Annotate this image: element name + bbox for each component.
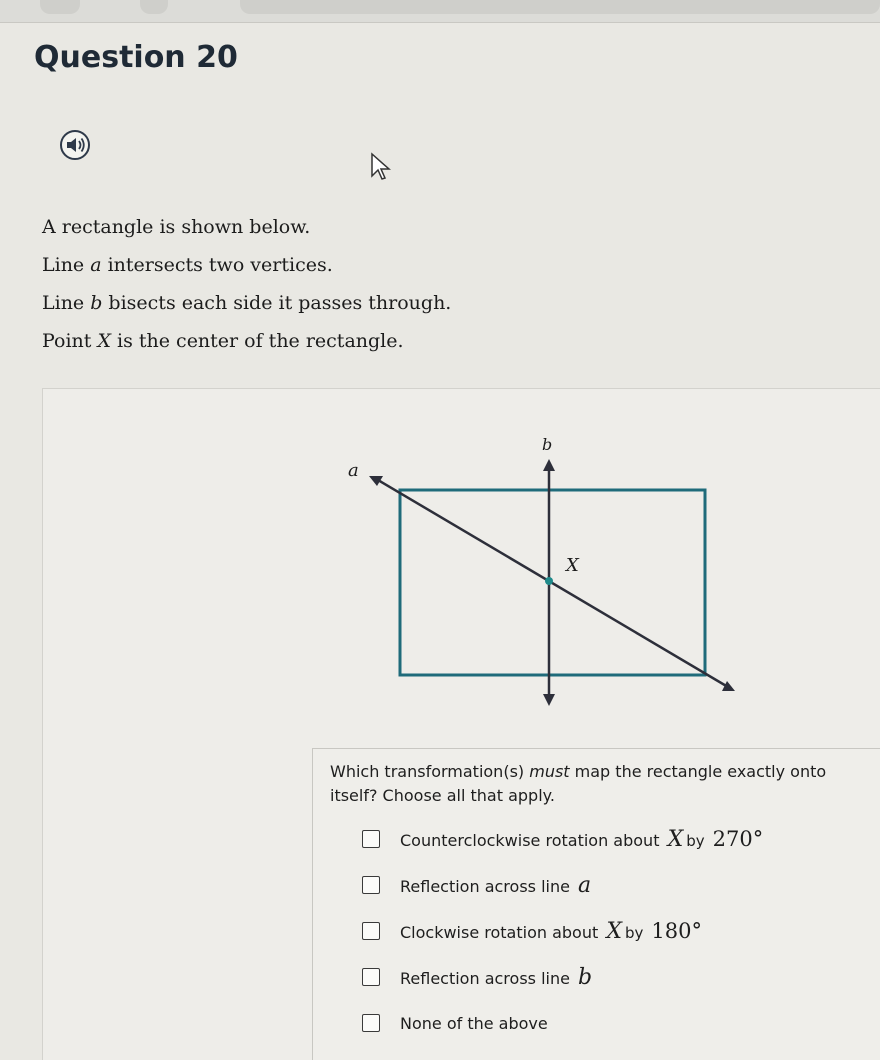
speaker-audio-icon[interactable] [58,128,92,162]
rectangle-figure [320,425,760,725]
line-b-arrow-down [543,694,555,706]
line-a-symbol: a [90,254,102,276]
mouse-pointer-icon [370,152,392,182]
line-b-symbol: b [90,292,103,314]
line-b-arrow-up [543,459,555,471]
option-none-of-the-above[interactable] [362,1000,862,1046]
checkbox[interactable] [362,830,380,848]
top-tab [140,0,168,14]
browser-top-bar [0,0,880,23]
answer-options [362,816,862,1046]
label-a: a [348,460,359,481]
option-label: None of the above [400,1013,548,1033]
question-prompt: Which transformation(s) must map the rectangle exactly onto itself? Choose all that apply. [330,762,827,805]
checkbox[interactable] [362,876,380,894]
statement-line: Line b bisects each side it passes through. [42,292,452,314]
line-a [378,480,728,687]
checkbox[interactable] [362,968,380,986]
option-label: Counterclockwise rotation about X by 270° [400,826,764,852]
problem-statements [42,208,451,360]
label-x: X [566,555,579,576]
point-x-symbol: X [97,330,111,352]
statement-line: Point X is the center of the rectangle. [42,330,404,352]
checkbox[interactable] [362,1014,380,1032]
statement-line: A rectangle is shown below. [42,216,311,238]
option-label: Reflection across line a [400,872,592,898]
option-ccw-rotation-270[interactable] [362,816,862,862]
top-tab [240,0,880,14]
prompt-emphasis: must [529,762,570,781]
checkbox[interactable] [362,922,380,940]
option-cw-rotation-180[interactable] [362,908,862,954]
option-reflection-line-a[interactable] [362,862,862,908]
option-label: Clockwise rotation about X by 180° [400,918,703,944]
option-reflection-line-b[interactable] [362,954,862,1000]
center-point-x [545,577,553,585]
option-label: Reflection across line b [400,964,593,990]
statement-line: Line a intersects two vertices. [42,254,333,276]
label-b: b [542,435,553,454]
question-title: Question 20 [34,40,238,75]
top-tab [40,0,80,14]
